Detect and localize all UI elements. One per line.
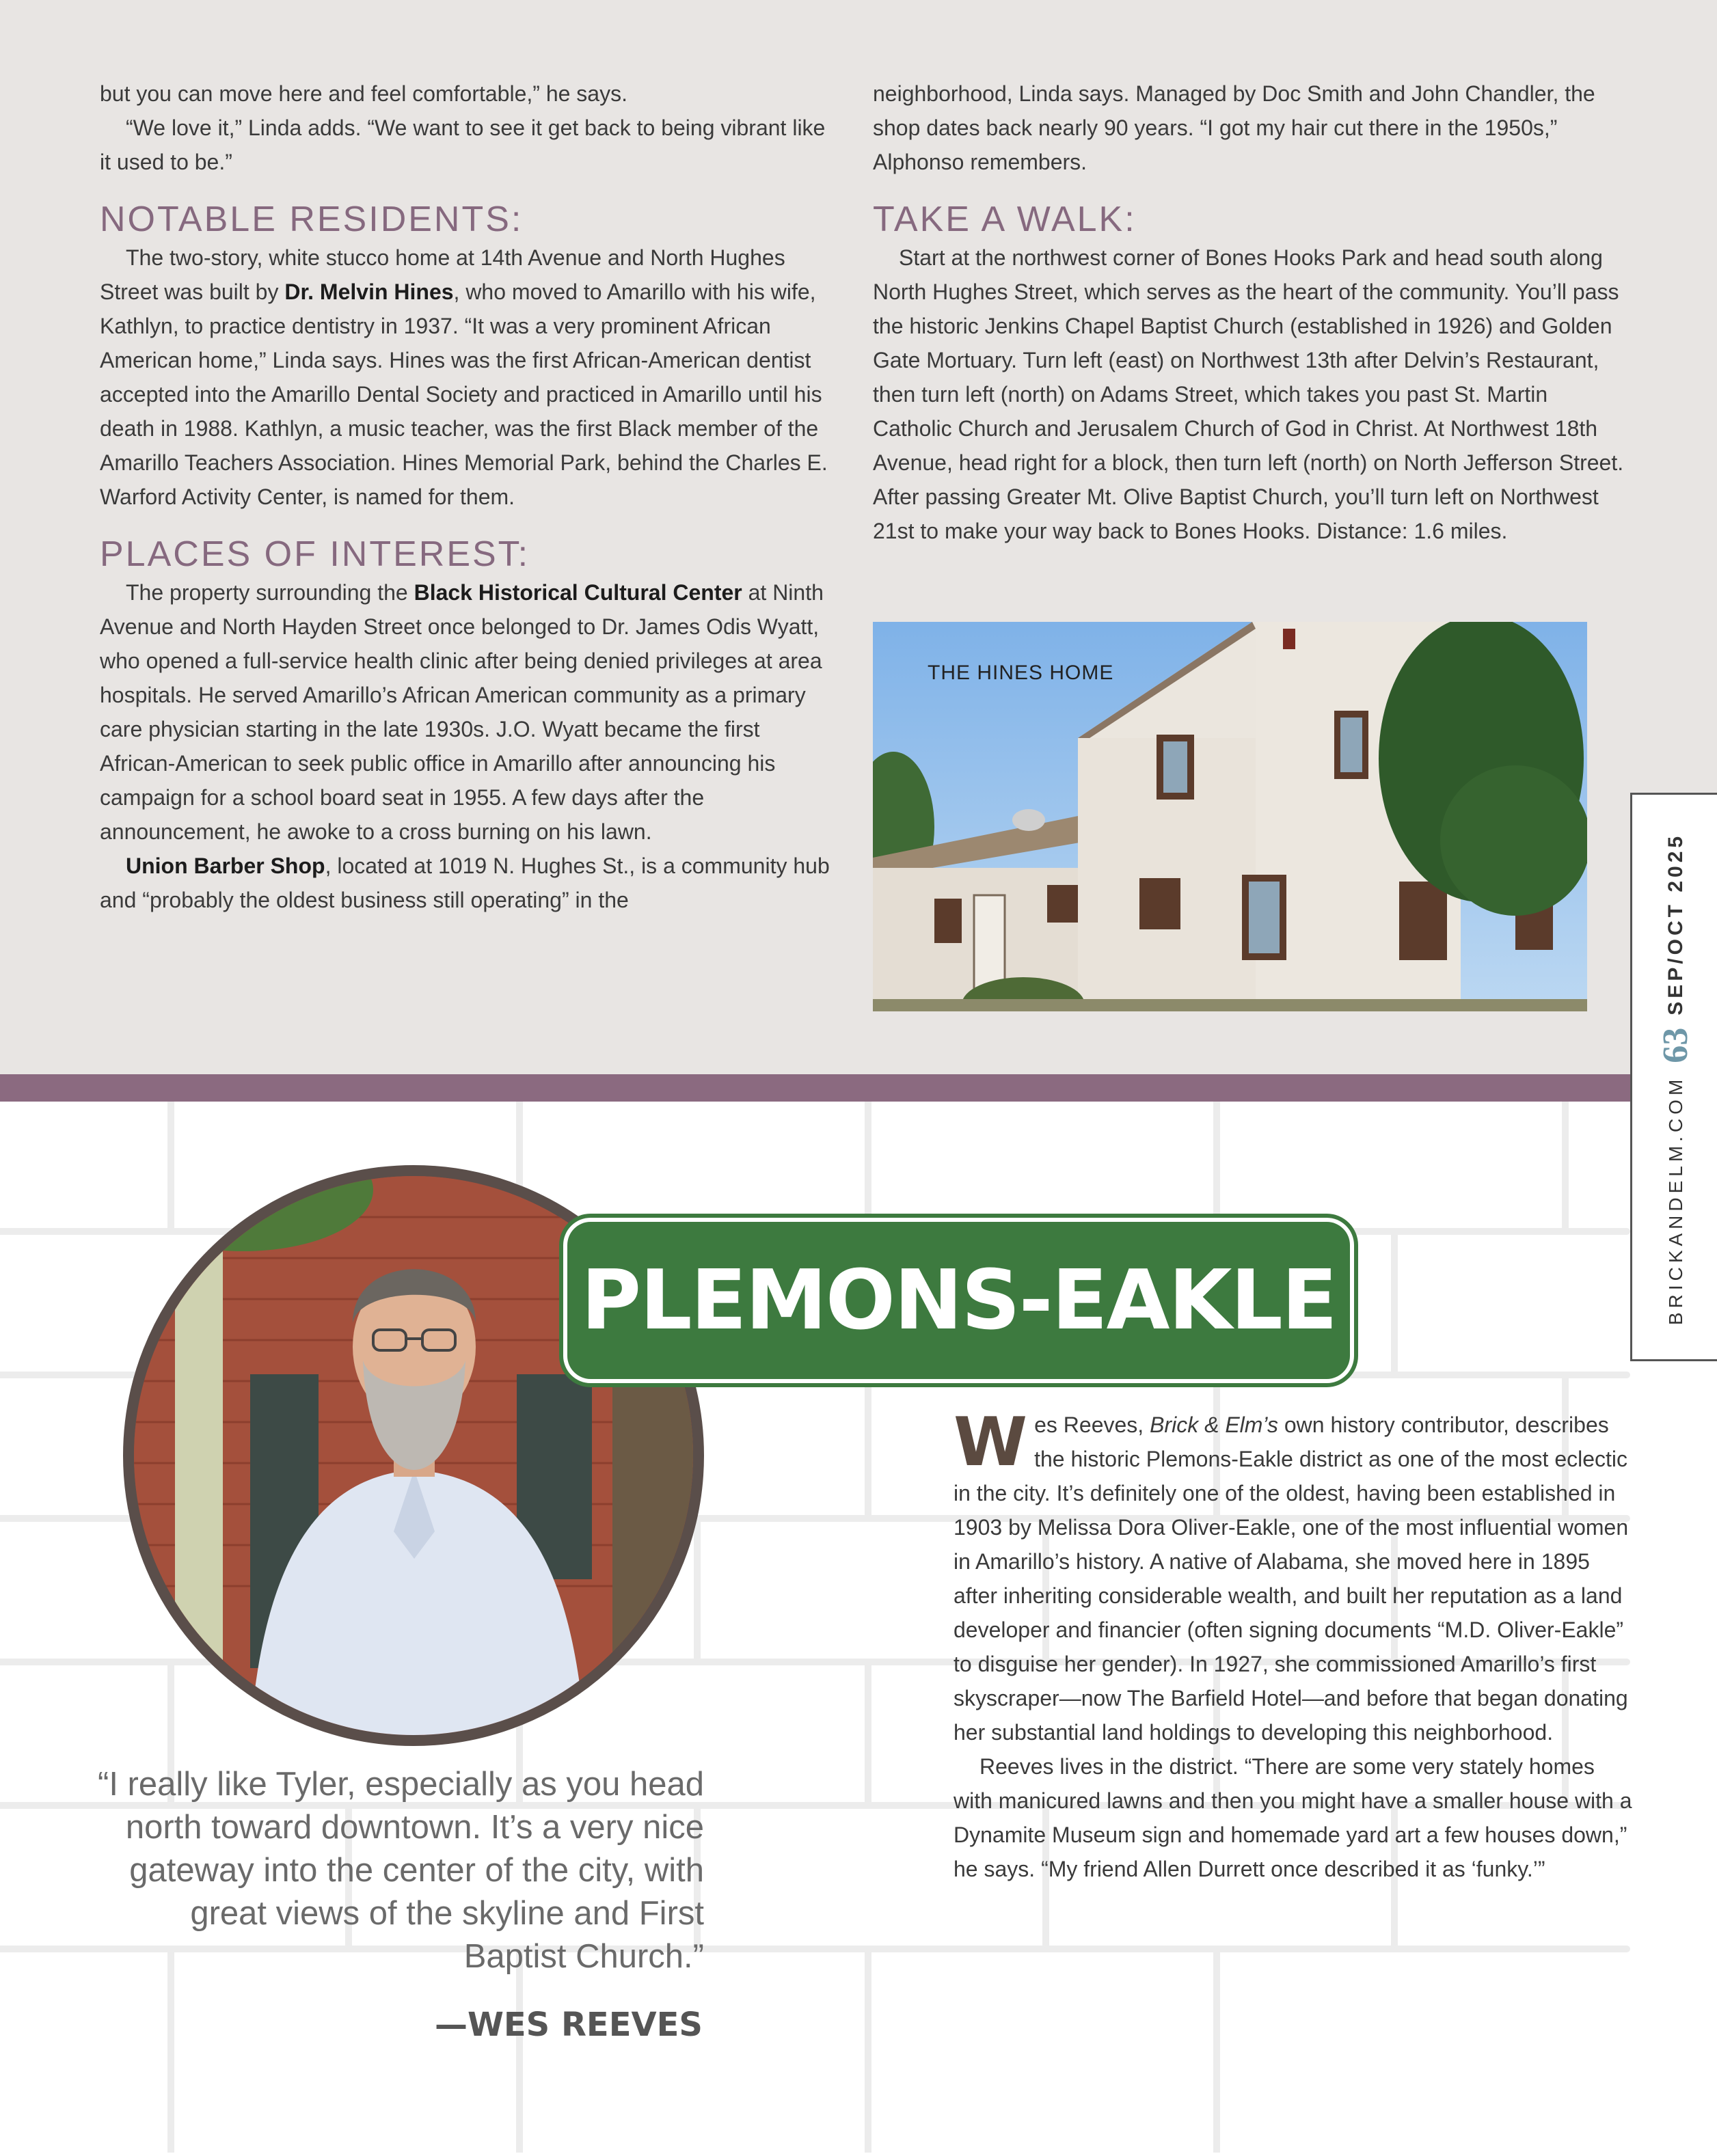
issue-date: SEP/OCT 2025 bbox=[1664, 832, 1687, 1015]
photo-caption: THE HINES HOME bbox=[928, 661, 1114, 684]
sign-title: PLEMONS-EAKLE bbox=[581, 1253, 1336, 1348]
notable-residents-text bbox=[100, 241, 838, 514]
left-column bbox=[100, 77, 838, 917]
section-divider bbox=[0, 1074, 1630, 1102]
pull-quote: “I really like Tyler, especially as you head north toward downtown. It’s a very nice gateway into the center of the city, with great views of the skyline and First Baptist Church.” bbox=[98, 1766, 704, 1975]
bold-name: Black Historical Cultural Center bbox=[414, 580, 742, 605]
paragraph: “We love it,” Linda adds. “We want to see it get back to being vibrant like it used to be.” bbox=[100, 115, 826, 174]
paragraph: but you can move here and feel comfortable,” he says. bbox=[100, 81, 627, 106]
notable-residents-heading: NOTABLE RESIDENTS: bbox=[100, 200, 524, 239]
plemons-eakle-sign bbox=[567, 1222, 1350, 1379]
page-number: 63 bbox=[1656, 1027, 1695, 1063]
article-paragraph bbox=[954, 1404, 1637, 1749]
bold-name: Union Barber Shop bbox=[126, 854, 325, 878]
plemons-eakle-article bbox=[954, 1404, 1637, 1886]
text-run: The property surrounding the bbox=[126, 580, 414, 605]
text-run: , who moved to Amarillo with his wife, Kathlyn, to practice dentistry in 1937. “It was a very prominent African American home,” Linda says. Hines was the first African-American dentist accepted into the Amarillo Dental Society and practiced in Amarillo until his death in 1988. Kathlyn, a music teacher, was the first Black member of the Amarillo Teachers Association. Hines Memorial Park, behind the Charles E. Warford Activity Center, is named for them. bbox=[100, 279, 828, 509]
paragraph: neighborhood, Linda says. Managed by Doc Smith and John Chandler, the shop dates back nearly 90 years. “I got my hair cut there in the 1950s,” Alphonso remembers. bbox=[873, 81, 1595, 174]
places-of-interest-text bbox=[100, 575, 838, 849]
text-run: at Ninth Avenue and North Hayden Street once belonged to Dr. James Odis Wyatt, who opened a full-service health clinic after being denied privileges at area hospitals. He served Amarillo’s African American community as a primary care physician starting in the late 1930s. J.O. Wyatt became the first African-American to seek public office in Amarillo after announcing his campaign for a school board seat in 1955. A few days after the announcement, he awoke to a cross burning on his lawn. bbox=[100, 580, 824, 844]
hines-home-photo bbox=[873, 622, 1587, 1011]
website-url[interactable]: BRICKANDELM.COM bbox=[1664, 1075, 1686, 1326]
bold-name: Dr. Melvin Hines bbox=[284, 279, 454, 304]
take-a-walk-heading: TAKE A WALK: bbox=[873, 200, 1137, 239]
text-run: es Reeves, bbox=[1034, 1413, 1150, 1437]
text-run: , located at 1019 N. Hughes St., is a community hub and “probably the oldest business still operating” in the bbox=[100, 854, 830, 912]
right-column bbox=[873, 77, 1625, 548]
union-barber-text bbox=[100, 849, 838, 917]
text-run: The two-story, white stucco home at 14th Avenue and North Hughes Street was built by bbox=[100, 245, 785, 304]
places-of-interest-heading: PLACES OF INTEREST: bbox=[100, 534, 530, 574]
text-run: own history contributor, describes the historic Plemons-Eakle district as one of the most eclectic in the city. It’s definitely one of the oldest, having been established in 1903 by Melissa Dora Oliver-Eakle, one of the most influential women in Amarillo’s history. A native of Alabama, she moved here in 1895 after inheriting considerable wealth, and built her reputation as a land developer and financier (often signing documents “M.D. Oliver-Eakle” to disguise her gender). In 1927, she commissioned Amarillo’s first skyscraper—now The Barfield Hotel—and before that began donating her substantial land holdings to developing this neighborhood. bbox=[954, 1413, 1629, 1745]
drop-cap: W bbox=[954, 1404, 1028, 1482]
article-paragraph: Reeves lives in the district. “There are some very stately homes with manicured lawns and then you might have a smaller house with a Dynamite Museum sign and homemade yard art a few houses down,” he says. “My friend Allen Durrett once described it as ‘funky.’” bbox=[954, 1754, 1632, 1881]
take-a-walk-text: Start at the northwest corner of Bones Hooks Park and head south along North Hughes Street, which serves as the heart of the community. You’ll pass the historic Jenkins Chapel Baptist Church (established in 1926) and Golden Gate Mortuary. Turn left (east) on Northwest 13th after Delvin’s Restaurant, then turn left (north) on Adams Street, which takes you past St. Martin Catholic Church and Jerusalem Church of God in Christ. At Northwest 18th Avenue, head right for a block, then turn left (north) on North Jefferson Street. After passing Greater Mt. Olive Baptist Church, you’ll turn left on Northwest 21st to make your way back to Bones Hooks. Distance: 1.6 miles. bbox=[873, 245, 1624, 543]
italic-title: Brick & Elm’s bbox=[1150, 1413, 1278, 1437]
quote-attribution: —WES REEVES bbox=[434, 2006, 703, 2044]
